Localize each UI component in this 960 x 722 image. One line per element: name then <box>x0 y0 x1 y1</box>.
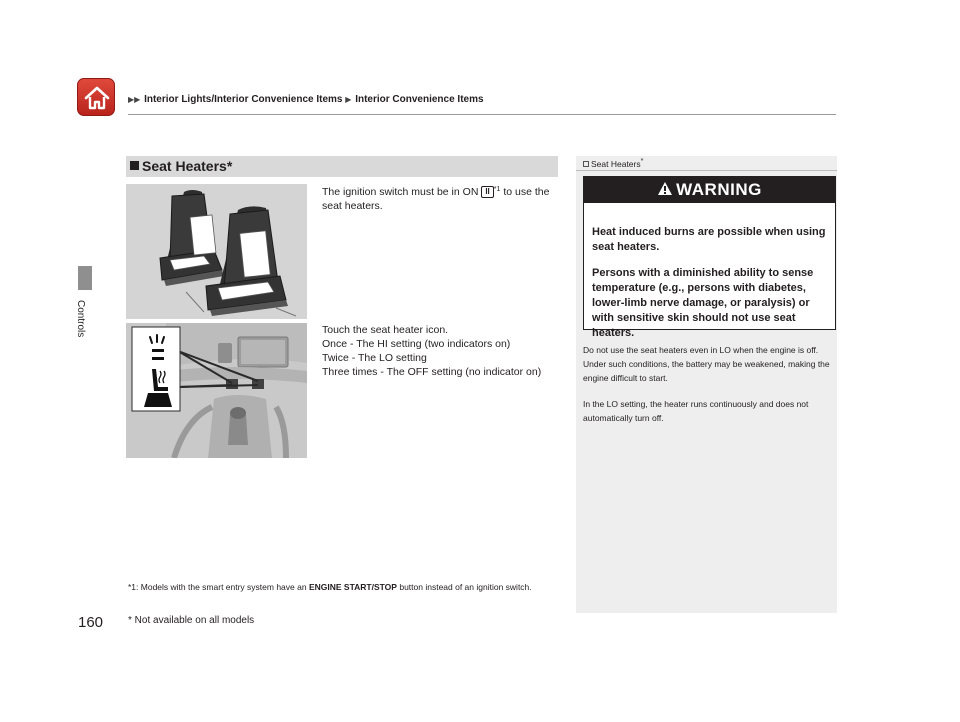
panel-heading <box>583 158 643 169</box>
instruction-line: Three times - The OFF setting (no indicator on) <box>322 366 542 378</box>
footnote-suffix: button instead of an ignition switch. <box>399 582 532 592</box>
breadcrumb-link-convenience-items[interactable]: Interior Convenience Items <box>355 94 484 105</box>
warning-header <box>584 177 835 203</box>
warning-text-burns: Heat induced burns are possible when using seat heaters. <box>592 226 826 253</box>
section-title-text: Seat Heaters <box>142 158 227 174</box>
dashboard-illustration <box>126 323 307 458</box>
footnote-ref: *1 <box>493 186 501 193</box>
home-icon[interactable] <box>77 78 115 116</box>
instruction-line: Touch the seat heater icon. <box>322 324 449 336</box>
section-title <box>130 158 232 174</box>
footnote <box>128 578 568 596</box>
instruction-line: Twice - The LO setting <box>322 352 427 364</box>
header-divider <box>128 114 836 115</box>
ignition-text-before: The ignition switch must be in ON <box>322 186 479 198</box>
warning-box <box>583 176 836 339</box>
side-tab-label: Controls <box>75 300 86 338</box>
section-asterisk: * <box>226 158 233 174</box>
panel-heading-asterisk: * <box>640 158 644 165</box>
warning-icon <box>657 181 673 197</box>
side-panel <box>576 156 837 613</box>
breadcrumb-arrow-icon: ▶▶ <box>128 95 141 104</box>
breadcrumb <box>128 94 484 105</box>
warning-title: WARNING <box>676 180 762 199</box>
section-tab-marker <box>78 266 92 290</box>
panel-heading-text: Seat Heaters <box>591 159 641 169</box>
note-box-icon <box>583 161 589 167</box>
section-header <box>126 156 558 177</box>
ignition-instruction <box>322 183 562 213</box>
breadcrumb-link-interior-lights[interactable]: Interior Lights/Interior Convenience Items <box>144 94 343 105</box>
breadcrumb-arrow-icon: ▶ <box>345 95 352 104</box>
seat-illustration <box>126 184 307 319</box>
panel-divider <box>576 170 837 171</box>
footnote-bold: ENGINE START/STOP <box>308 582 397 592</box>
warning-text-sensitivity: Persons with a diminished ability to sense temperature (e.g., persons with diabetes, lower-limb nerve damage, or paralysis) or with sensitive skin should not use seat heaters. <box>592 267 814 339</box>
operation-instructions <box>322 323 562 379</box>
ignition-key-label: II <box>481 186 493 198</box>
section-square-icon <box>130 161 139 170</box>
seat-heater-icon[interactable] <box>132 327 180 411</box>
instruction-line: Once - The HI setting (two indicators on) <box>322 338 511 350</box>
ignition-text-after: to use the seat heaters. <box>322 186 550 212</box>
panel-note-engine-off: Do not use the seat heaters even in LO when the engine is off. Under such conditions, the battery may be weakened, making the engine difficult to start. <box>583 345 830 383</box>
page-number: 160 <box>78 614 104 631</box>
footnote-prefix: *1: Models with the smart entry system have an <box>128 582 307 592</box>
panel-note-lo-setting: In the LO setting, the heater runs continuously and does not automatically turn off. <box>583 399 809 423</box>
availability-note: * Not available on all models <box>128 615 255 626</box>
